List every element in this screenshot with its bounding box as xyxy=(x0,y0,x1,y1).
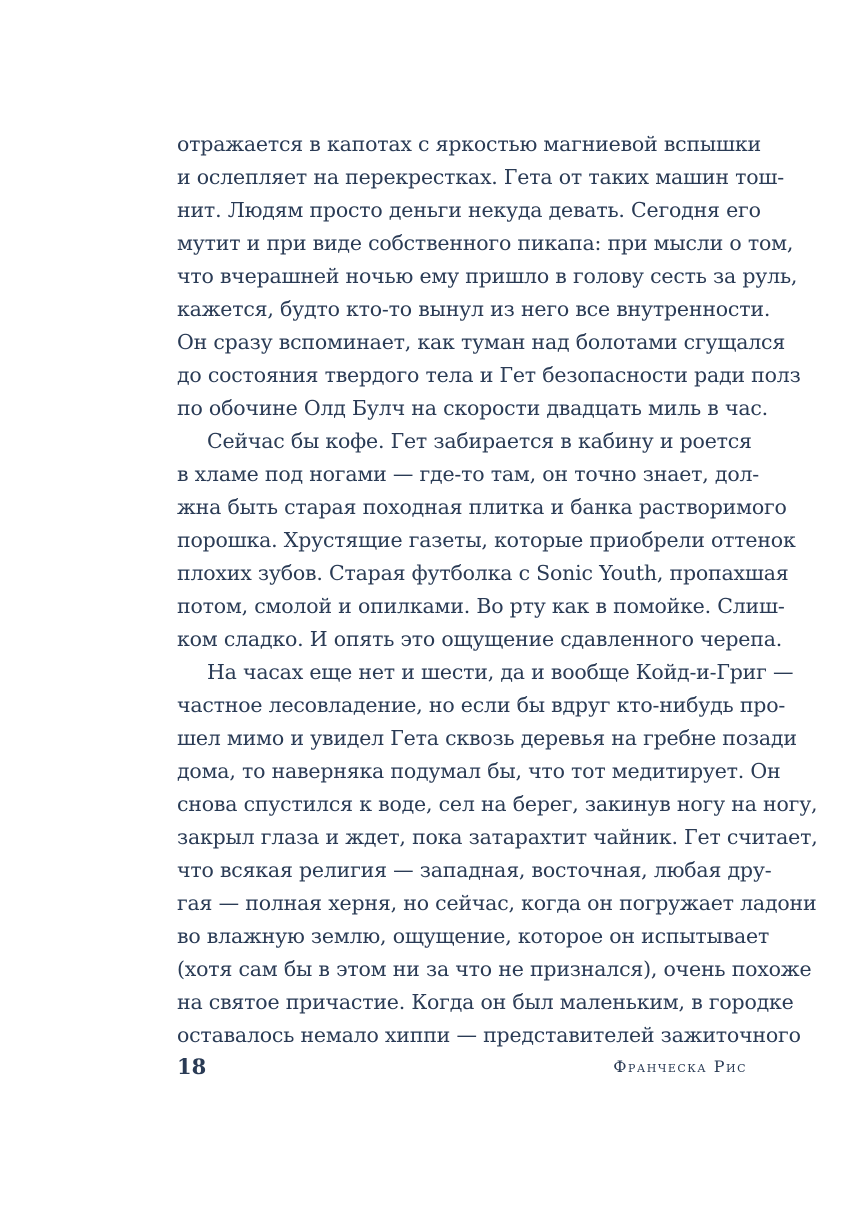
page-footer xyxy=(177,1052,747,1082)
text-line: плохих зубов. Старая футболка с Sonic Youth, пропахшая xyxy=(177,561,789,585)
text-line: и ослепляет на перекрестках. Гета от таких машин тош- xyxy=(177,165,784,189)
text-line: На часах еще нет и шести, да и вообще Койд-и-Григ — xyxy=(207,660,794,684)
text-line: потом, смолой и опилками. Во рту как в помойке. Слиш- xyxy=(177,594,785,618)
text-line: во влажную землю, ощущение, которое он испытывает xyxy=(177,924,770,948)
text-line: шел мимо и увидел Гета сквозь деревья на гребне позади xyxy=(177,726,797,750)
text-line: закрыл глаза и ждет, пока затарахтит чайник. Гет считает, xyxy=(177,825,818,849)
text-line: (хотя сам бы в этом ни за что не признался), очень похоже xyxy=(177,957,812,981)
body-text xyxy=(177,128,818,1052)
text-line: жна быть старая походная плитка и банка растворимого xyxy=(177,495,787,519)
text-line: на святое причастие. Когда он был маленьким, в городке xyxy=(177,990,794,1014)
text-line: по обочине Олд Булч на скорости двадцать миль в час. xyxy=(177,396,768,420)
text-line: мутит и при виде собственного пикапа: при мысли о том, xyxy=(177,231,794,255)
text-line: порошка. Хрустящие газеты, которые приобрели оттенок xyxy=(177,528,796,552)
text-line: что вчерашней ночью ему пришло в голову сесть за руль, xyxy=(177,264,798,288)
text-line: отражается в капотах с яркостью магниевой вспышки xyxy=(177,132,761,156)
text-line: что всякая религия — западная, восточная, любая дру- xyxy=(177,858,772,882)
text-line: оставалось немало хиппи — представителей зажиточного xyxy=(177,1023,801,1047)
text-line: частное лесовладение, но если бы вдруг кто-нибудь про- xyxy=(177,693,786,717)
running-footer-author: Франческа Рис xyxy=(613,1057,747,1076)
text-line: ком сладко. И опять это ощущение сдавленного черепа. xyxy=(177,627,783,651)
page-number: 18 xyxy=(177,1054,207,1079)
text-line: кажется, будто кто-то вынул из него все внутренности. xyxy=(177,297,771,321)
text-line: нит. Людям просто деньги некуда девать. Сегодня его xyxy=(177,198,761,222)
text-line: до состояния твердого тела и Гет безопасности ради полз xyxy=(177,363,801,387)
text-line: Он сразу вспоминает, как туман над болотами сгущался xyxy=(177,330,786,354)
text-line: дома, то наверняка подумал бы, что тот медитирует. Он xyxy=(177,759,781,783)
text-line: снова спустился к воде, сел на берег, закинув ногу на ногу, xyxy=(177,792,818,816)
text-line: в хламе под ногами — где-то там, он точно знает, дол- xyxy=(177,462,760,486)
text-line: гая — полная херня, но сейчас, когда он погружает ладони xyxy=(177,891,817,915)
text-line: Сейчас бы кофе. Гет забирается в кабину и роется xyxy=(207,429,752,453)
